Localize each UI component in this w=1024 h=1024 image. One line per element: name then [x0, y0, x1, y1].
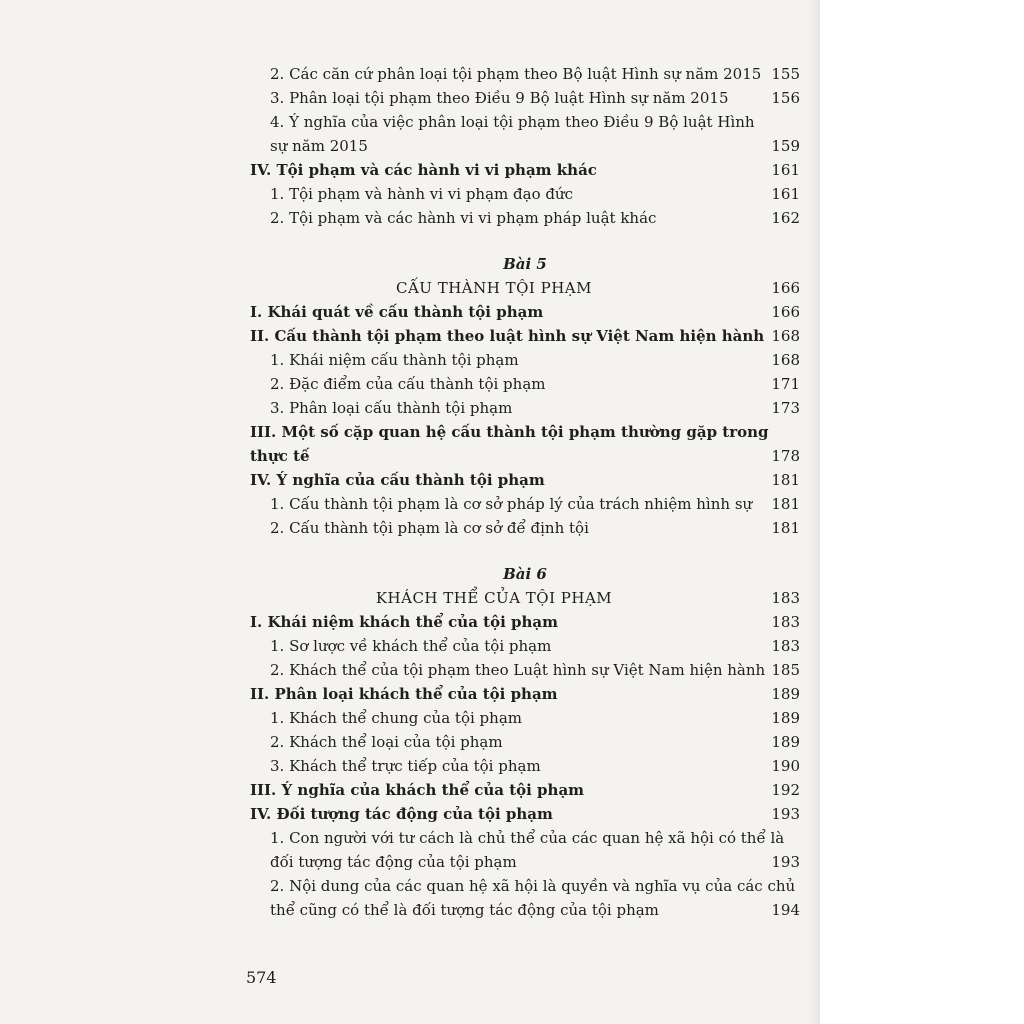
toc-item-text: 2. Nội dung của các quan hệ xã hội là quyền và nghĩa vụ của các chủ: [270, 877, 796, 895]
lesson-heading: Bài 5: [503, 255, 547, 273]
toc-item-continuation-text: đối tượng tác động của tội phạm: [270, 853, 517, 871]
toc-item-text: 2. Đặc điểm của cấu thành tội phạm: [270, 375, 546, 393]
toc-item: [270, 874, 800, 898]
toc-item: [270, 372, 800, 396]
toc-section: [250, 778, 800, 802]
toc-section-text: IV. Tội phạm và các hành vi vi phạm khác: [250, 161, 597, 179]
toc-item-continuation-text: sự năm 2015: [270, 137, 368, 155]
toc-item: [270, 396, 800, 420]
toc-item: [270, 62, 800, 86]
toc-item: [270, 182, 800, 206]
toc-page-ref: 193: [771, 805, 800, 823]
toc-item: [270, 730, 800, 754]
toc-section-text: IV. Đối tượng tác động của tội phạm: [250, 805, 553, 823]
toc-page-ref: 189: [771, 709, 800, 727]
toc-item: [270, 516, 800, 540]
toc-item: [270, 706, 800, 730]
toc-item: [270, 206, 800, 230]
toc-section: [250, 420, 800, 444]
lesson-heading: Bài 6: [503, 565, 547, 583]
toc-item: [270, 86, 800, 110]
toc-page-ref: 168: [771, 351, 800, 369]
background-margin: [820, 0, 1024, 1024]
toc-section: [250, 300, 800, 324]
toc-page-ref: 168: [771, 327, 800, 345]
toc-item-text: 1. Khái niệm cấu thành tội phạm: [270, 351, 519, 369]
toc-page-ref: 185: [771, 661, 800, 679]
chapter-title: [250, 276, 800, 300]
toc-section: [250, 682, 800, 706]
toc-page-ref: 166: [771, 303, 800, 321]
chapter-title-text: KHÁCH THỂ CỦA TỘI PHẠM: [375, 589, 613, 607]
toc-item: [270, 110, 800, 134]
toc-item: [270, 348, 800, 372]
toc-item: [270, 658, 800, 682]
toc-page-ref: 155: [771, 65, 800, 83]
toc-page-ref: 161: [771, 161, 800, 179]
toc-item: [270, 634, 800, 658]
toc-item: [270, 492, 800, 516]
toc-item-text: 1. Sơ lược về khách thể của tội phạm: [270, 637, 552, 655]
toc-item-continuation: [270, 134, 800, 158]
toc-page-ref: 181: [771, 519, 800, 537]
page-number: 574: [246, 968, 277, 987]
toc-item-text: 1. Con người với tư cách là chủ thể của các quan hệ xã hội có thể là: [270, 829, 785, 847]
toc-page-ref: 192: [771, 781, 800, 799]
toc-section: [250, 610, 800, 634]
toc-page-ref: 181: [771, 471, 800, 489]
toc-item-text: 3. Khách thể trực tiếp của tội phạm: [270, 757, 541, 775]
toc-page-ref: 171: [771, 375, 800, 393]
toc-section: [250, 324, 800, 348]
chapter-title-text: CẤU THÀNH TỘI PHẠM: [396, 279, 592, 297]
toc-item-continuation: [270, 898, 800, 922]
toc-page-ref: 189: [771, 733, 800, 751]
toc-page-ref: 173: [771, 399, 800, 417]
toc-section: [250, 802, 800, 826]
toc-item-text: 2. Khách thể của tội phạm theo Luật hình sự Việt Nam hiện hành: [270, 661, 766, 679]
toc-item: [270, 826, 800, 850]
toc-section: [250, 158, 800, 182]
toc-item-text: 3. Phân loại cấu thành tội phạm: [270, 399, 513, 417]
toc-page-ref: 166: [771, 279, 800, 297]
toc-item-text: 1. Tội phạm và hành vi vi phạm đạo đức: [270, 185, 574, 203]
toc-item-continuation-text: thể cũng có thể là đối tượng tác động của tội phạm: [270, 901, 659, 919]
toc-section-text: I. Khái quát về cấu thành tội phạm: [250, 303, 544, 321]
toc-item-continuation: [270, 850, 800, 874]
chapter-title: [250, 586, 800, 610]
toc-page-ref: 156: [771, 89, 800, 107]
toc-item-text: 2. Các căn cứ phân loại tội phạm theo Bộ luật Hình sự năm 2015: [270, 65, 762, 83]
toc-page-ref: 194: [771, 901, 800, 919]
toc-section-continuation: [250, 444, 800, 468]
toc-page-ref: 178: [771, 447, 800, 465]
toc-page-ref: 183: [771, 589, 800, 607]
toc-section-text: I. Khái niệm khách thể của tội phạm: [250, 613, 558, 631]
toc-item-text: 2. Cấu thành tội phạm là cơ sở để định tội: [270, 519, 589, 537]
toc-page-ref: 189: [771, 685, 800, 703]
toc-section-text: II. Cấu thành tội phạm theo luật hình sự Việt Nam hiện hành: [250, 327, 765, 345]
toc-section-text: III. Một số cặp quan hệ cấu thành tội phạm thường gặp trong: [250, 423, 769, 441]
toc-section-text: III. Ý nghĩa của khách thể của tội phạm: [250, 781, 585, 799]
toc-section-text: II. Phân loại khách thể của tội phạm: [250, 685, 558, 703]
toc-section: [250, 468, 800, 492]
toc-section-text: IV. Ý nghĩa của cấu thành tội phạm: [250, 471, 545, 489]
toc-item-text: 2. Tội phạm và các hành vi vi phạm pháp luật khác: [270, 209, 657, 227]
toc-item-text: 2. Khách thể loại của tội phạm: [270, 733, 503, 751]
toc-section-continuation-text: thực tế: [250, 447, 310, 465]
toc-page-ref: 183: [771, 637, 800, 655]
toc-page-ref: 183: [771, 613, 800, 631]
toc-page-ref: 162: [771, 209, 800, 227]
toc-page-ref: 161: [771, 185, 800, 203]
toc-page-ref: 181: [771, 495, 800, 513]
toc-item-text: 1. Khách thể chung của tội phạm: [270, 709, 522, 727]
toc-page-ref: 159: [771, 137, 800, 155]
toc-page-ref: 193: [771, 853, 800, 871]
toc-page-ref: 190: [771, 757, 800, 775]
toc-item-text: 3. Phân loại tội phạm theo Điều 9 Bộ luật Hình sự năm 2015: [270, 89, 729, 107]
toc-item: [270, 754, 800, 778]
toc-item-text: 1. Cấu thành tội phạm là cơ sở pháp lý của trách nhiệm hình sự: [270, 495, 753, 513]
toc-item-text: 4. Ý nghĩa của việc phân loại tội phạm theo Điều 9 Bộ luật Hình: [270, 113, 755, 131]
